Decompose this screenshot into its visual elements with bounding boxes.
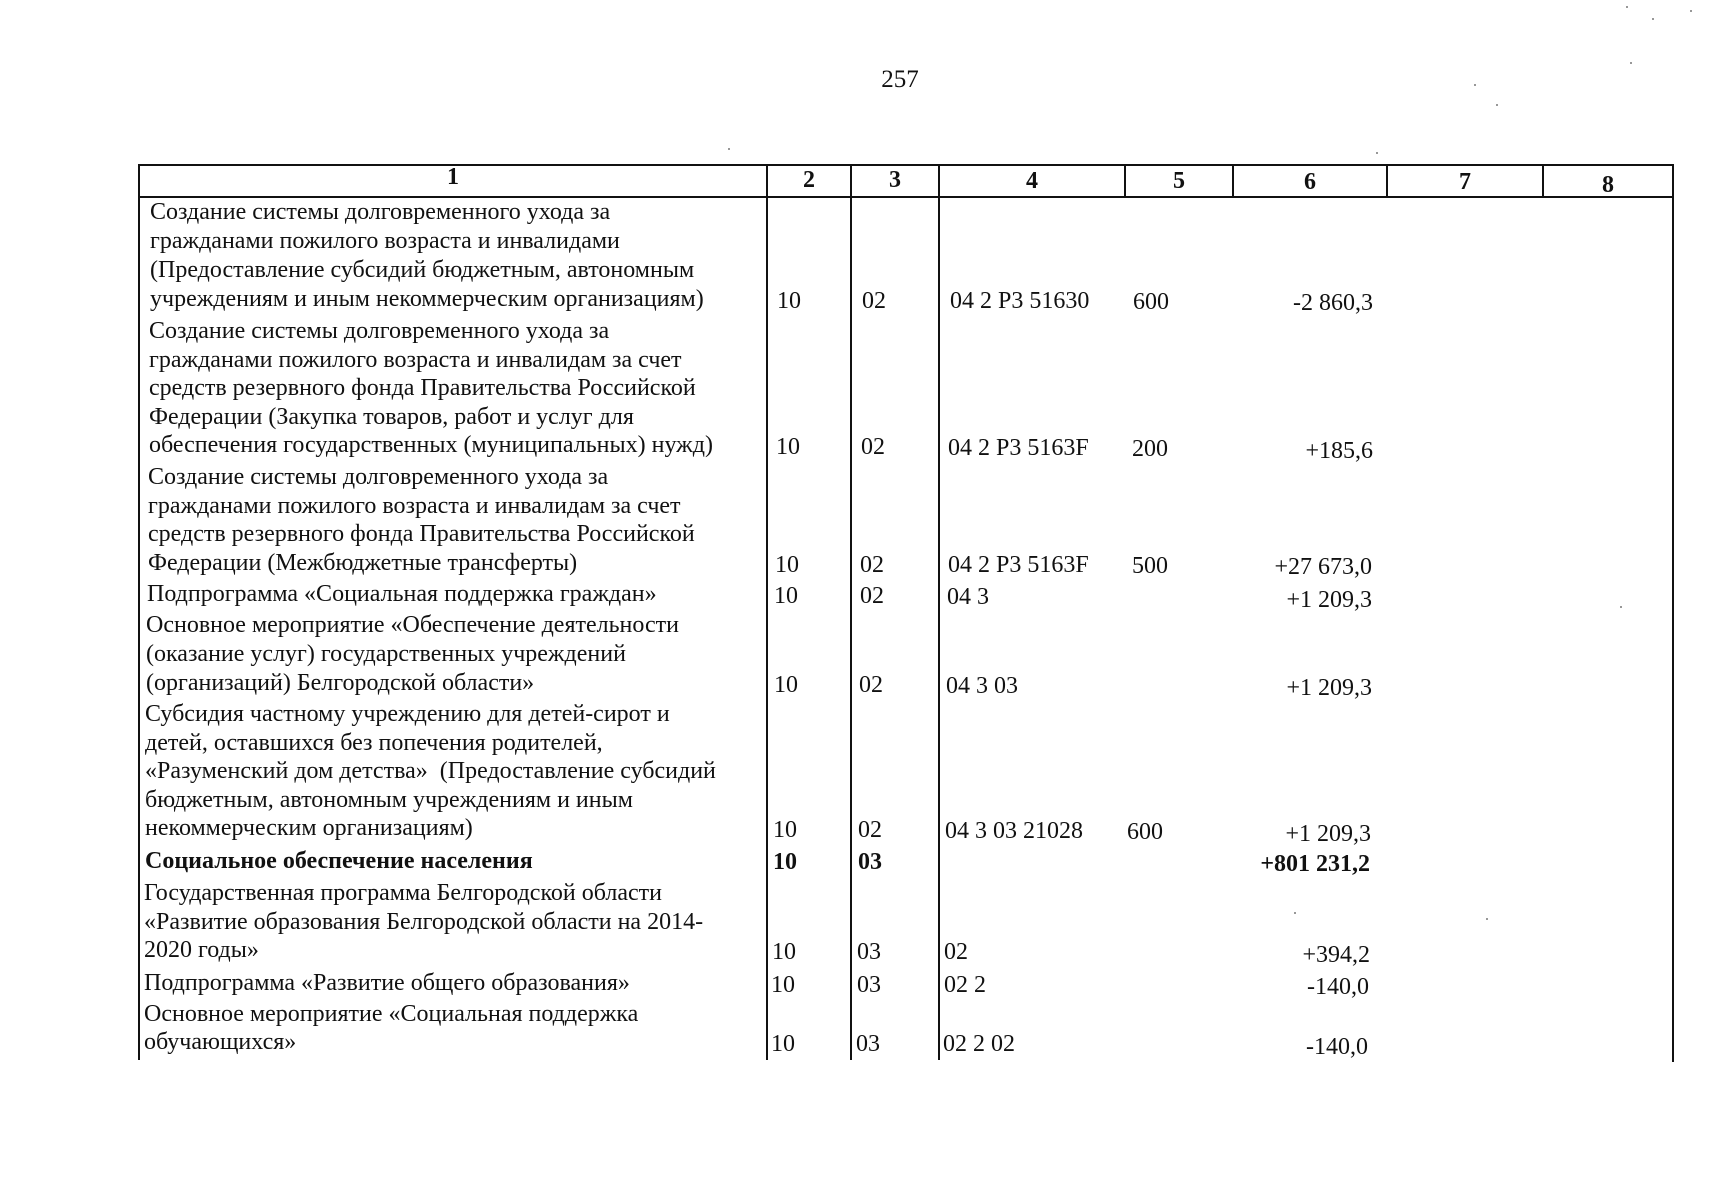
scan-speck bbox=[1474, 84, 1476, 86]
row-description-line: Подпрограмма «Развитие общего образования» bbox=[144, 970, 630, 996]
row-description-line: Федерации (Закупка товаров, работ и услуг для bbox=[149, 404, 634, 430]
subsection-code: 02 bbox=[861, 434, 885, 460]
amount-change: +1 209,3 bbox=[1285, 821, 1371, 847]
target-article-code: 04 3 03 bbox=[946, 673, 1018, 699]
target-article-code: 02 2 bbox=[944, 972, 986, 998]
row-description-line: гражданами пожилого возраста и инвалидами bbox=[150, 228, 620, 254]
col-line-8 bbox=[1672, 164, 1674, 1062]
subsection-code: 02 bbox=[862, 288, 886, 314]
scan-speck bbox=[1620, 606, 1622, 608]
target-article-code: 04 3 bbox=[947, 584, 989, 610]
col-line-2 bbox=[850, 164, 852, 1060]
header-col-5: 5 bbox=[1173, 168, 1185, 194]
scan-speck bbox=[1626, 6, 1628, 8]
subsection-code: 02 bbox=[860, 552, 884, 578]
section-code: 10 bbox=[772, 939, 796, 965]
header-col-3: 3 bbox=[889, 167, 901, 193]
header-col-2: 2 bbox=[803, 167, 815, 193]
scan-speck bbox=[1376, 152, 1378, 154]
expense-type-code: 600 bbox=[1133, 289, 1169, 315]
row-description-line: гражданами пожилого возраста и инвалидам за счет bbox=[149, 347, 682, 373]
row-description-line: бюджетным, автономным учреждениям и иным bbox=[145, 787, 633, 813]
amount-change: +27 673,0 bbox=[1274, 554, 1372, 580]
section-code: 10 bbox=[776, 434, 800, 460]
col-line-3 bbox=[938, 164, 940, 1060]
amount-change: -140,0 bbox=[1306, 1034, 1368, 1060]
subsection-code: 02 bbox=[859, 672, 883, 698]
row-description-line: Государственная программа Белгородской области bbox=[144, 880, 662, 906]
row-description-line: Федерации (Межбюджетные трансферты) bbox=[148, 550, 578, 576]
subsection-code: 03 bbox=[858, 849, 882, 875]
header-col-6: 6 bbox=[1304, 169, 1316, 195]
subsection-code: 02 bbox=[858, 817, 882, 843]
row-description-line: (Предоставление субсидий бюджетным, автономным bbox=[150, 257, 695, 283]
header-col-1: 1 bbox=[447, 164, 459, 190]
scan-speck bbox=[1690, 10, 1692, 12]
header-col-7: 7 bbox=[1459, 169, 1471, 195]
amount-change: +1 209,3 bbox=[1286, 675, 1372, 701]
row-description-line: Подпрограмма «Социальная поддержка граждан» bbox=[147, 581, 657, 607]
target-article-code: 04 2 Р3 5163F bbox=[948, 552, 1089, 578]
amount-change: +801 231,2 bbox=[1260, 851, 1370, 877]
row-description-line: Основное мероприятие «Обеспечение деятельности bbox=[146, 612, 679, 638]
amount-change: -2 860,3 bbox=[1293, 290, 1373, 316]
header-col-8: 8 bbox=[1602, 172, 1614, 198]
section-code: 10 bbox=[773, 817, 797, 843]
row-description-line: Основное мероприятие «Социальная поддержка bbox=[144, 1001, 639, 1027]
scan-speck bbox=[1294, 912, 1296, 914]
subsection-code: 03 bbox=[857, 939, 881, 965]
row-description-line: Создание системы долговременного ухода за bbox=[148, 464, 609, 490]
row-description-line: 2020 годы» bbox=[144, 937, 259, 963]
subsection-code: 03 bbox=[857, 972, 881, 998]
target-article-code: 04 2 Р3 51630 bbox=[950, 288, 1090, 314]
row-description-line: гражданами пожилого возраста и инвалидам за счет bbox=[148, 493, 681, 519]
row-description-line: (оказание услуг) государственных учреждений bbox=[146, 641, 626, 667]
section-code: 10 bbox=[774, 583, 798, 609]
section-code: 10 bbox=[777, 288, 801, 314]
target-article-code: 02 2 02 bbox=[943, 1031, 1015, 1057]
expense-type-code: 500 bbox=[1132, 553, 1168, 579]
section-code: 10 bbox=[771, 1031, 795, 1057]
col-line-1 bbox=[766, 164, 768, 1060]
row-description-line: средств резервного фонда Правительства Российской bbox=[148, 521, 695, 547]
target-article-code: 02 bbox=[944, 939, 968, 965]
scan-speck bbox=[1496, 104, 1498, 106]
expense-type-code: 200 bbox=[1132, 436, 1168, 462]
scan-speck bbox=[728, 148, 730, 150]
section-code: 10 bbox=[773, 849, 797, 875]
amount-change: +394,2 bbox=[1302, 942, 1370, 968]
section-title: Социальное обеспечение населения bbox=[145, 848, 533, 874]
row-description-line: «Разуменский дом детства» (Предоставление субсидий bbox=[145, 758, 716, 784]
amount-change: +1 209,3 bbox=[1286, 587, 1372, 613]
subsection-code: 03 bbox=[856, 1031, 880, 1057]
scan-speck bbox=[1486, 918, 1488, 920]
row-description-line: обучающихся» bbox=[144, 1029, 297, 1055]
section-code: 10 bbox=[775, 552, 799, 578]
row-description-line: учреждениям и иным некоммерческим организациям) bbox=[150, 286, 704, 312]
amount-change: +185,6 bbox=[1305, 438, 1373, 464]
row-description-line: Создание системы долговременного ухода за bbox=[149, 318, 610, 344]
header-col-4: 4 bbox=[1026, 168, 1038, 194]
row-description-line: (организаций) Белгородской области» bbox=[146, 670, 535, 696]
target-article-code: 04 2 Р3 5163F bbox=[948, 435, 1089, 461]
scan-speck bbox=[1630, 62, 1632, 64]
page-number: 257 bbox=[881, 66, 919, 93]
expense-type-code: 600 bbox=[1127, 819, 1163, 845]
row-description-line: детей, оставшихся без попечения родителей, bbox=[145, 730, 603, 756]
subsection-code: 02 bbox=[860, 583, 884, 609]
section-code: 10 bbox=[771, 972, 795, 998]
row-description-line: Создание системы долговременного ухода за bbox=[150, 199, 611, 225]
section-code: 10 bbox=[774, 672, 798, 698]
row-description-line: средств резервного фонда Правительства Российской bbox=[149, 375, 696, 401]
target-article-code: 04 3 03 21028 bbox=[945, 818, 1083, 844]
row-description-line: обеспечения государственных (муниципальных) нужд) bbox=[149, 432, 713, 458]
amount-change: -140,0 bbox=[1307, 974, 1369, 1000]
row-description-line: Субсидия частному учреждению для детей-сирот и bbox=[145, 701, 670, 727]
scan-speck bbox=[1652, 18, 1654, 20]
row-description-line: некоммерческим организациям) bbox=[145, 815, 473, 841]
row-description-line: «Развитие образования Белгородской области на 2014- bbox=[144, 909, 704, 935]
col-line-0 bbox=[138, 164, 140, 1060]
